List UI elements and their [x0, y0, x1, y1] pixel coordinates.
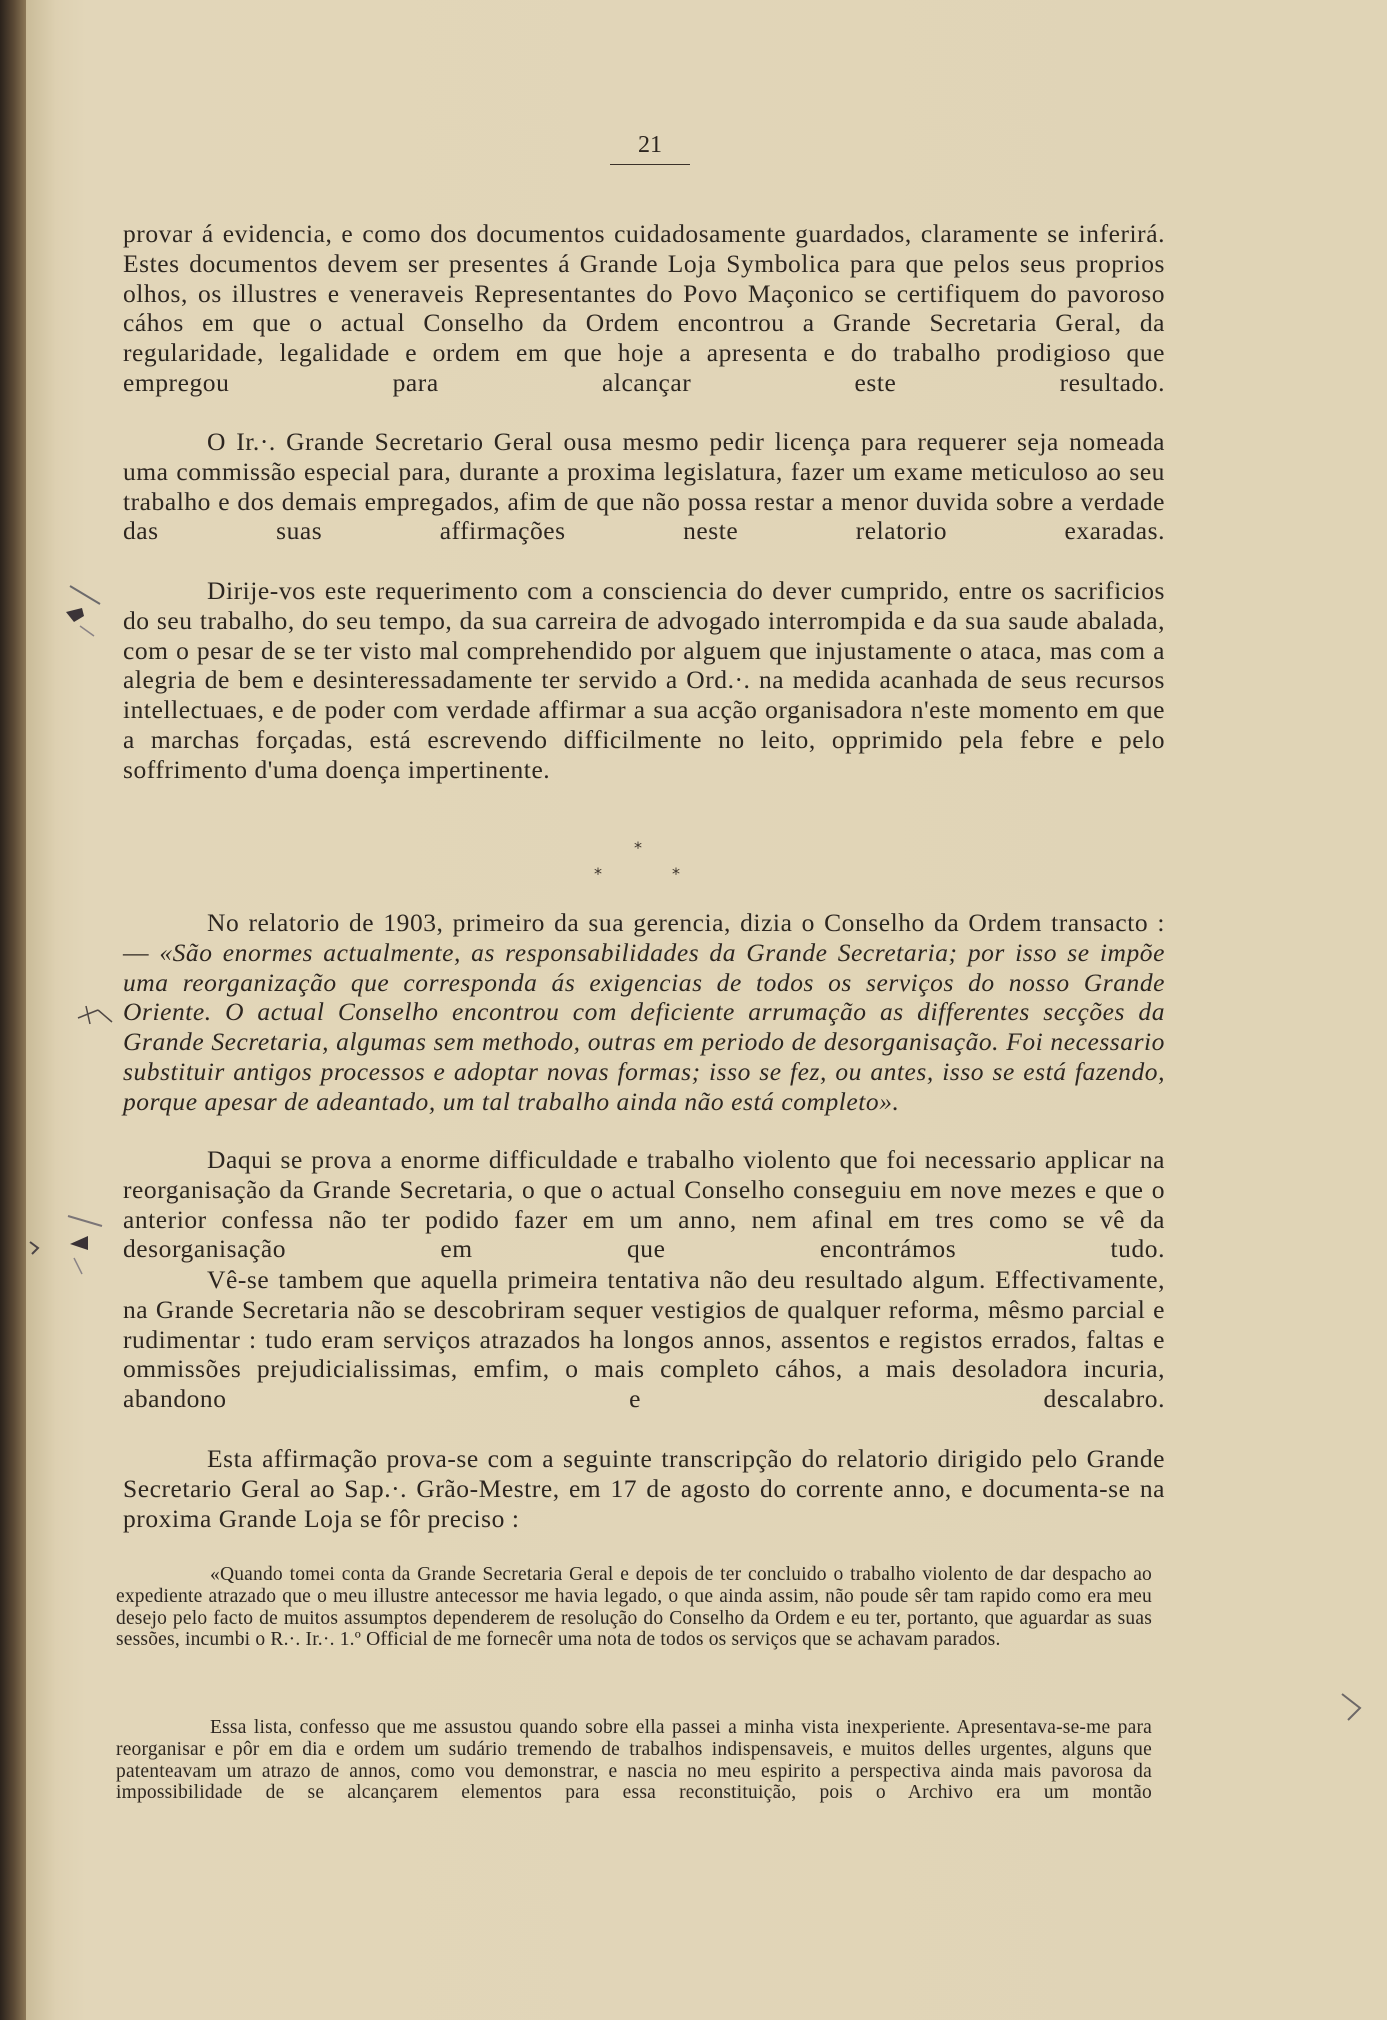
margin-ink-mark-1: [60, 578, 120, 638]
star-left: *: [594, 864, 602, 883]
margin-ink-mark-2: [54, 1208, 114, 1278]
paragraph-7: Esta affirmação prova-se com a seguinte transcripção do relatorio dirigido pelo Grande Secretario Geral ao Sap.·. Grão-Mestre, em 17 de agosto do corrente anno, e documenta-se na proxima Grande Loja se fôr preciso :: [123, 1444, 1165, 1533]
book-binding: [0, 0, 26, 2020]
paragraph-4-lead: No relatorio de 1903, primeiro da sua gerencia, dizia o Conselho da Ordem transacto : —: [123, 908, 1165, 967]
footnote-quote-1: «Quando tomei conta da Grande Secretaria Geral e depois de ter concluido o trabalho violento de dar despacho ao expediente atrazado que o meu illustre antecessor me havia legado, o que ainda assim, não poude sêr tam rapido como era meu desejo pelo facto de muitos assumptos dependerem de resolução do Conselho da Ordem e eu ter, portanto, que aguardar as suas sessões, incumbi o R.·. Ir.·. 1.º Official de me fornecêr uma nota de todos os serviços que se achavam parados.: [116, 1564, 1152, 1651]
paragraph-3: Dirije-vos este requerimento com a consciencia do dever cumprido, entre os sacrificios do seu trabalho, do seu tempo, da sua carreira de advogado interrompida e da sua saude abalada, com o pesar de se ter visto mal comprehendido por alguem que injustamente o ataca, mas com a alegria de bem e desinteressadamente ter servido a Ord.·. na medida acanhada de seus recursos intellectuaes, e de poder com verdade affirmar a sua acção organisadora n'este momento em que a marchas forçadas, está escrevendo difficilmente no leito, opprimido pela febre e pelo soffrimento d'uma doença impertinente.: [123, 576, 1165, 784]
page-number: 21: [638, 132, 662, 158]
paragraph-4: [123, 908, 1165, 1117]
edge-ink-mark: [28, 1238, 48, 1258]
footnote-quote-2: Essa lista, confesso que me assustou quando sobre ella passei a minha vista inexperiente. Apresentava-se-me para reorganisar e pôr em dia e ordem um sudário tremendo de trabalhos indispensaveis, e muitos delles urgentes, alguns que patenteavam um atrazo de annos, como vou demonstrar, e nascia no meu espirito a perspectiva ainda mais pavorosa da impossibilidade de se alcançarem elementos para essa reconstituição, pois o Archivo era um montão: [116, 1717, 1152, 1804]
margin-ink-mark-3: [1336, 1690, 1366, 1724]
paragraph-2: O Ir.·. Grande Secretario Geral ousa mesmo pedir licença para requerer seja nomeada uma commissão especial para, durante a proxima legislatura, fazer um exame meticuloso ao seu trabalho e dos demais empregados, afim de que não possa restar a menor duvida sobre a verdade das suas affirmações neste relatorio exaradas.: [123, 427, 1165, 546]
paragraph-6: Vê-se tambem que aquella primeira tentativa não deu resultado algum. Effectivamente, na Grande Secretaria não se descobriram sequer vestigios de qualquer reforma, mêsmo parcial e rudimentar : tudo eram serviços atrazados ha longos annos, assentos e registos errados, faltas e ommissões prejudicialissimas, emfim, o mais completo cáhos, a mais desoladora incuria, abandono e descalabro.: [123, 1265, 1165, 1414]
section-separator-stars: [560, 838, 720, 888]
paragraph-5: Daqui se prova a enorme difficuldade e trabalho violento que foi necessario applicar na reorganisação da Grande Secretaria, o que o actual Conselho conseguiu em nove mezes e que o anterior confessa não ter podido fazer em um anno, nem afinal em tres como se vê da desorganisação em que encontrámos tudo.: [123, 1145, 1165, 1264]
paragraph-4-quote: «São enormes actualmente, as responsabilidades da Grande Secretaria; por isso se impõe uma reorganização que corresponda ás exigencias de todos os serviços do nosso Grande Oriente. O actual Conselho encontrou com deficiente arrumação as differentes secções da Grande Secretaria, algumas sem methodo, outras em periodo de desorganisação. Foi necessario substituir antigos processos e adoptar novas formas; isso se fez, ou antes, isso se está fazendo, porque apesar de adeantado, um tal trabalho ainda não está completo».: [123, 937, 1165, 1116]
star-top: *: [634, 838, 642, 857]
margin-pencil-mark: [76, 1000, 116, 1030]
paragraph-1: provar á evidencia, e como dos documentos cuidadosamente guardados, claramente se inferirá. Estes documentos devem ser presentes á Grande Loja Symbolica para que pelos seus proprios olhos, os illustres e veneraveis Representantes do Povo Maçonico se certifiquem do pavoroso cáhos em que o actual Conselho da Ordem encontrou a Grande Secretaria Geral, da regularidade, legalidade e ordem em que hoje a apresenta e do trabalho prodigioso que empregou para alcançar este resultado.: [123, 219, 1165, 397]
page-number-rule: [610, 164, 690, 165]
star-right: *: [672, 864, 680, 883]
